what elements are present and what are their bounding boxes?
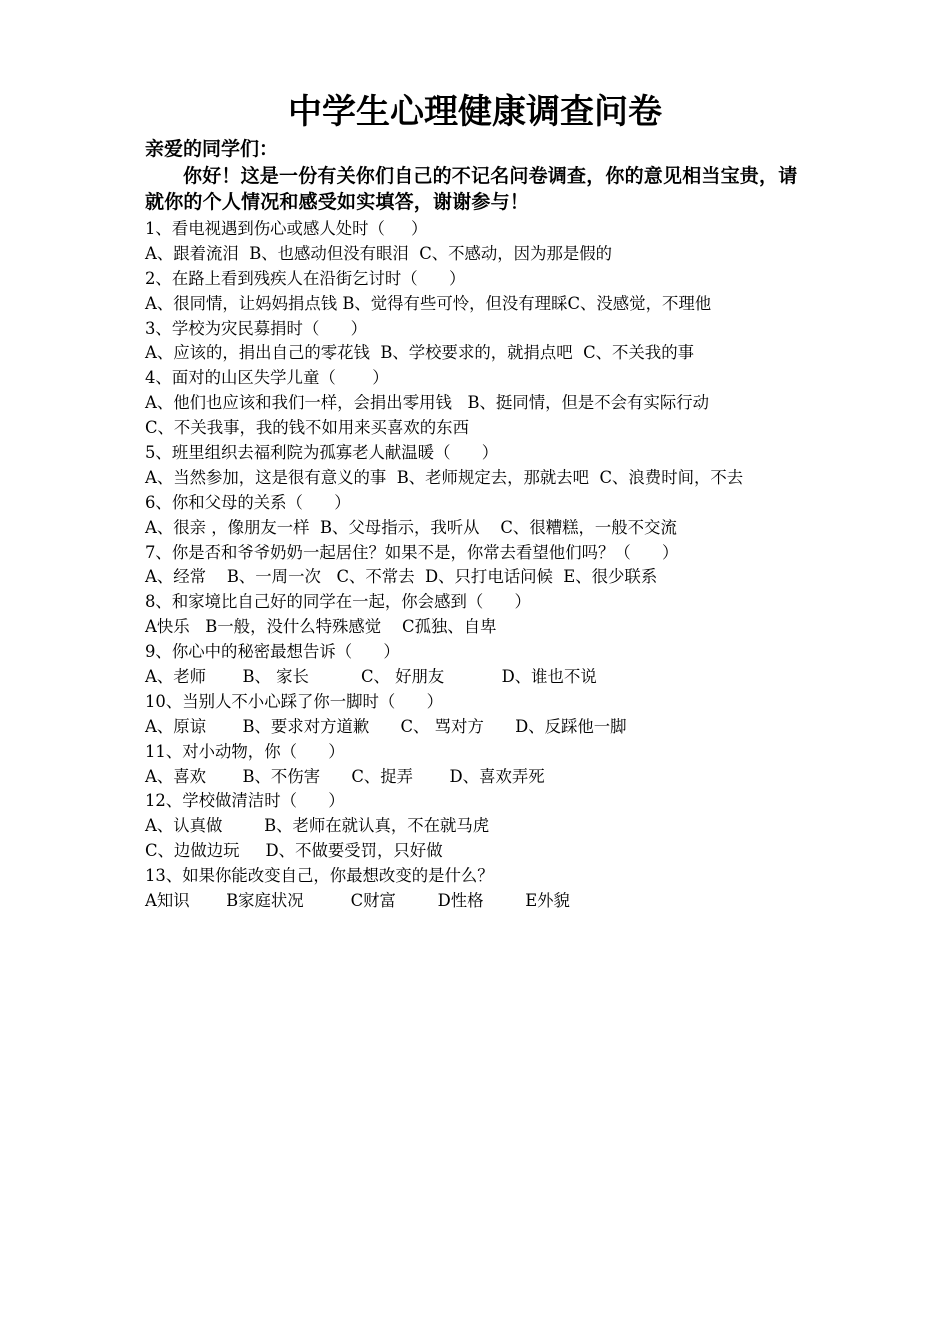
- option-line: A知识 B家庭状况 C财富 D性格 E外貌: [145, 891, 570, 911]
- option-line: A、很同情，让妈妈捐点钱 B、觉得有些可怜，但没有理睬C、没感觉，不理他: [145, 293, 712, 313]
- question-line: 6、你和父母的关系（ ）: [145, 492, 351, 512]
- option-line: A、认真做 B、老师在就认真，不在就马虎: [145, 816, 490, 836]
- question-line: 13、如果你能改变自己，你最想改变的是什么？: [145, 866, 494, 886]
- option-line: A、老师 B、 家长 C、 好朋友 D、谁也不说: [145, 667, 597, 687]
- option-line: A、跟着流泪 B、也感动但没有眼泪 C、不感动，因为那是假的: [145, 243, 613, 263]
- questionnaire-body: [145, 136, 825, 914]
- question-line: 9、你心中的秘密最想告诉（ ）: [145, 642, 400, 662]
- question-line: 2、在路上看到残疾人在沿街乞讨时（ ）: [145, 268, 466, 288]
- page-title: 中学生心理健康调查问卷: [288, 92, 662, 132]
- question-line: 12、学校做清洁时（ ）: [145, 791, 345, 811]
- option-line: A、喜欢 B、不伤害 C、捉弄 D、喜欢弄死: [145, 766, 545, 786]
- option-line: A、应该的，捐出自己的零花钱 B、学校要求的，就捐点吧 C、不关我的事: [145, 343, 694, 363]
- greeting: 亲爱的同学们：: [145, 138, 279, 160]
- option-line: A快乐 B一般，没什么特殊感觉 C孤独、自卑: [145, 617, 497, 637]
- question-line: 3、学校为灾民募捐时（ ）: [145, 318, 367, 338]
- question-line: 8、和家境比自己好的同学在一起，你会感到（ ）: [145, 592, 531, 612]
- option-line: A、经常 B、一周一次 C、不常去 D、只打电话问候 E、很少联系: [145, 567, 658, 587]
- question-line: 7、你是否和爷爷奶奶一起居住？如果不是，你常去看望他们吗？（ ）: [145, 542, 679, 562]
- option-line: A、很亲 ，像朋友一样 B、父母指示，我听从 C、很糟糕，一般不交流: [145, 517, 677, 537]
- question-line: 10、当别人不小心踩了你一脚时（ ）: [145, 691, 443, 711]
- option-line: A、当然参加，这是很有意义的事 B、老师规定去，那就去吧 C、浪费时间，不去: [145, 467, 744, 487]
- question-line: 11、对小动物，你（ ）: [145, 741, 345, 761]
- question-line: 5、班里组织去福利院为孤寡老人献温暖（ ）: [145, 443, 499, 463]
- question-line: 1、看电视遇到伤心或感人处时（ ）: [145, 219, 428, 238]
- option-line: C、不关我事，我的钱不如用来买喜欢的东西: [145, 418, 469, 438]
- option-line: A、原谅 B、要求对方道歉 C、 骂对方 D、反踩他一脚: [145, 716, 627, 736]
- option-line: A、他们也应该和我们一样，会捐出零用钱 B、挺同情，但是不会有实际行动: [145, 393, 710, 413]
- intro-paragraph: 你好！这是一份有关你们自己的不记名问卷调查，你的意见相当宝贵，请就你的个人情况和感受如实填答，谢谢参与！: [145, 165, 798, 213]
- question-line: 4、面对的山区失学儿童（ ）: [145, 368, 389, 388]
- option-line: C、边做边玩 D、不做要受罚，只好做: [145, 841, 443, 861]
